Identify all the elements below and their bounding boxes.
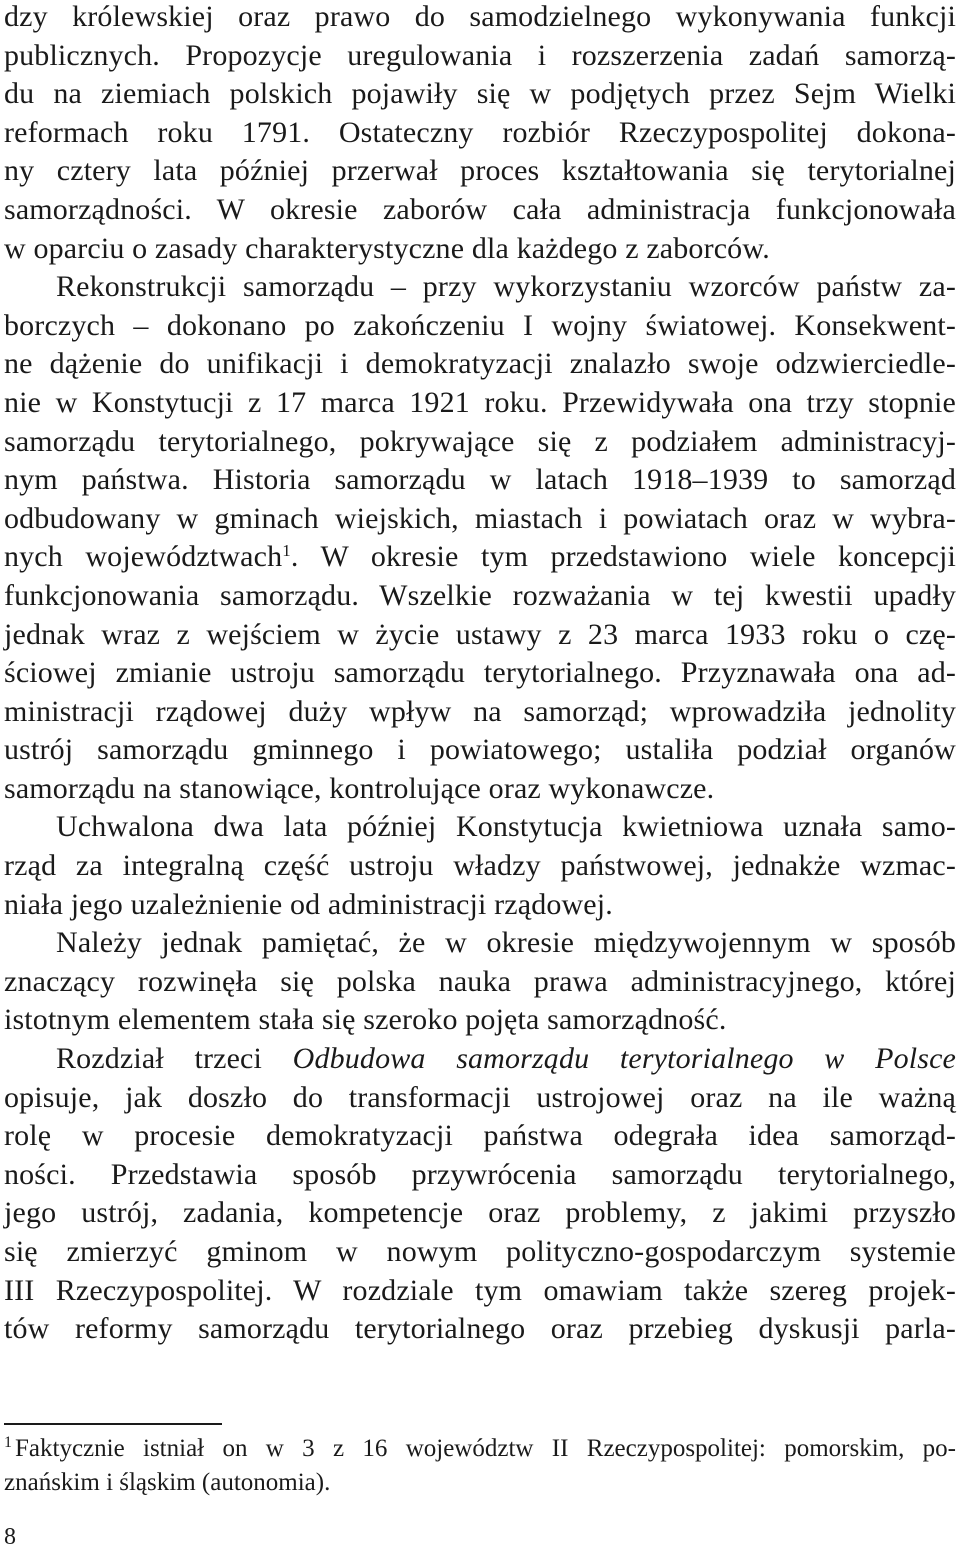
- text-line: [4, 963, 956, 1002]
- footnote-line: [4, 1432, 956, 1466]
- footnote-line: [4, 1466, 956, 1500]
- text-line: [4, 770, 956, 809]
- text-line: [4, 152, 956, 191]
- line-text: III Rzeczypospolitej. W rozdziale tym omawiam także szereg projek-: [4, 1273, 956, 1307]
- footnote-reference[interactable]: 1: [282, 541, 291, 561]
- text-line: [4, 461, 956, 500]
- text-line: [4, 577, 956, 616]
- text-line: [4, 1079, 956, 1118]
- line-text: nym państwa. Historia samorządu w latach 1918–1939 to samorząd: [4, 463, 956, 497]
- text-line: [4, 423, 956, 462]
- text-line: [4, 345, 956, 384]
- line-text: jednak wraz z wejściem w życie ustawy z 23 marca 1933 roku o czę-: [4, 617, 956, 651]
- body-text: [4, 0, 956, 1349]
- text-line: [4, 1117, 956, 1156]
- text-line: [4, 731, 956, 770]
- line-text: znaczący rozwinęła się polska nauka prawa administracyjnego, której: [4, 964, 956, 998]
- text-line: [4, 307, 956, 346]
- text-line: [4, 1310, 956, 1349]
- text-line: [4, 1272, 956, 1311]
- text-line: [4, 1040, 956, 1079]
- line-text: niała jego uzależnienie od administracji rządowej.: [4, 887, 613, 921]
- text-line: [4, 808, 956, 847]
- line-text: w oparciu o zasady charakterystyczne dla każdego z zaborców.: [4, 231, 770, 265]
- line-text: ściowej zmianie ustroju samorządu terytorialnego. Przyznawała ona ad-: [4, 656, 956, 690]
- line-text: ne dążenie do unifikacji i demokratyzacji znalazło swoje odzwierciedle-: [4, 347, 956, 381]
- text-line: [4, 1156, 956, 1195]
- text-line: [4, 538, 956, 577]
- text-line: [4, 654, 956, 693]
- line-text: Uchwalona dwa lata później Konstytucja kwietniowa uznała samo-: [56, 810, 956, 844]
- line-text: rolę w procesie demokratyzacji państwa odegrała idea samorząd-: [4, 1119, 956, 1153]
- footnotes: [4, 1432, 956, 1500]
- text-line: [4, 847, 956, 886]
- text-line: [4, 1233, 956, 1272]
- text-line: [4, 384, 956, 423]
- line-text: opisuje, jak doszło do transformacji ustrojowej oraz na ile ważną: [4, 1080, 956, 1114]
- footnote-text: Faktycznie istniał on w 3 z 16 województw II Rzeczypospolitej: pomorskim, po-: [15, 1435, 956, 1462]
- line-text: samorządu na stanowiące, kontrolujące oraz wykonawcze.: [4, 771, 715, 805]
- line-text: samorządu terytorialnego, pokrywające się z podziałem administracyj-: [4, 424, 956, 458]
- text-line: [4, 114, 956, 153]
- line-text: nych województwach: [4, 540, 283, 574]
- line-text: jego ustrój, zadania, kompetencje oraz problemy, z jakimi przyszło: [4, 1196, 956, 1230]
- line-text: ustrój samorządu gminnego i powiatowego; ustaliła podział organów: [4, 733, 956, 767]
- line-text: ności. Przedstawia sposób przywrócenia samorządu terytorialnego,: [4, 1157, 956, 1191]
- line-text: nie w Konstytucji z 17 marca 1921 roku. Przewidywała ona trzy stopnie: [4, 385, 956, 419]
- text-line: [4, 191, 956, 230]
- line-text: rząd za integralną część ustroju władzy państwowej, jednakże wzmac-: [4, 849, 956, 883]
- line-text: funkcjonowania samorządu. Wszelkie rozważania w tej kwestii upadły: [4, 578, 956, 612]
- footnote-separator: [4, 1423, 222, 1425]
- line-text: ny cztery lata później przerwał proces kształtowania się terytorialnej: [4, 154, 956, 188]
- line-text: dzy królewskiej oraz prawo do samodzielnego wykonywania funkcji: [4, 0, 956, 33]
- line-text: samorządności. W okresie zaborów cała administracja funkcjonowała: [4, 192, 956, 226]
- line-text: borczych – dokonano po zakończeniu I wojny światowej. Konsekwent-: [4, 308, 956, 342]
- text-line: [4, 37, 956, 76]
- text-line: [4, 500, 956, 539]
- line-text: odbudowany w gminach wiejskich, miastach i powiatach oraz w wybra-: [4, 501, 956, 535]
- line-text: Rozdział trzeci: [56, 1042, 293, 1076]
- line-text: Rekonstrukcji samorządu – przy wykorzystaniu wzorców państw za-: [56, 270, 956, 304]
- text-line: [4, 924, 956, 963]
- line-text: du na ziemiach polskich pojawiły się w podjętych przez Sejm Wielki: [4, 77, 956, 111]
- text-line: [4, 0, 956, 37]
- text-line: [4, 616, 956, 655]
- line-text: istotnym elementem stała się szeroko pojęta samorządność.: [4, 1003, 727, 1037]
- text-line: [4, 230, 956, 269]
- text-line: [4, 886, 956, 925]
- text-line: [4, 693, 956, 732]
- line-text: się zmierzyć gminom w nowym polityczno-gospodarczym systemie: [4, 1235, 956, 1268]
- footnote-text: znańskim i śląskim (autonomia).: [4, 1469, 331, 1496]
- line-text: Należy jednak pamiętać, że w okresie międzywojennym w sposób: [56, 926, 956, 960]
- line-text: ministracji rządowej duży wpływ na samorząd; wprowadziła jednolity: [4, 694, 956, 728]
- line-text: publicznych. Propozycje uregulowania i rozszerzenia zadań samorzą-: [4, 38, 956, 72]
- text-line: [4, 1001, 956, 1040]
- text-line: [4, 1194, 956, 1233]
- text-line: [4, 268, 956, 307]
- italic-title: Odbudowa samorządu terytorialnego w Polsce: [292, 1042, 956, 1076]
- page-number: 8: [4, 1524, 16, 1550]
- text-line: [4, 75, 956, 114]
- line-text: . W okresie tym przedstawiono wiele koncepcji: [290, 540, 956, 574]
- line-text: reformach roku 1791. Ostateczny rozbiór Rzeczypospolitej dokona-: [4, 115, 956, 149]
- footnote-marker: 1: [4, 1434, 12, 1451]
- line-text: tów reformy samorządu terytorialnego oraz przebieg dyskusji parla-: [4, 1312, 956, 1346]
